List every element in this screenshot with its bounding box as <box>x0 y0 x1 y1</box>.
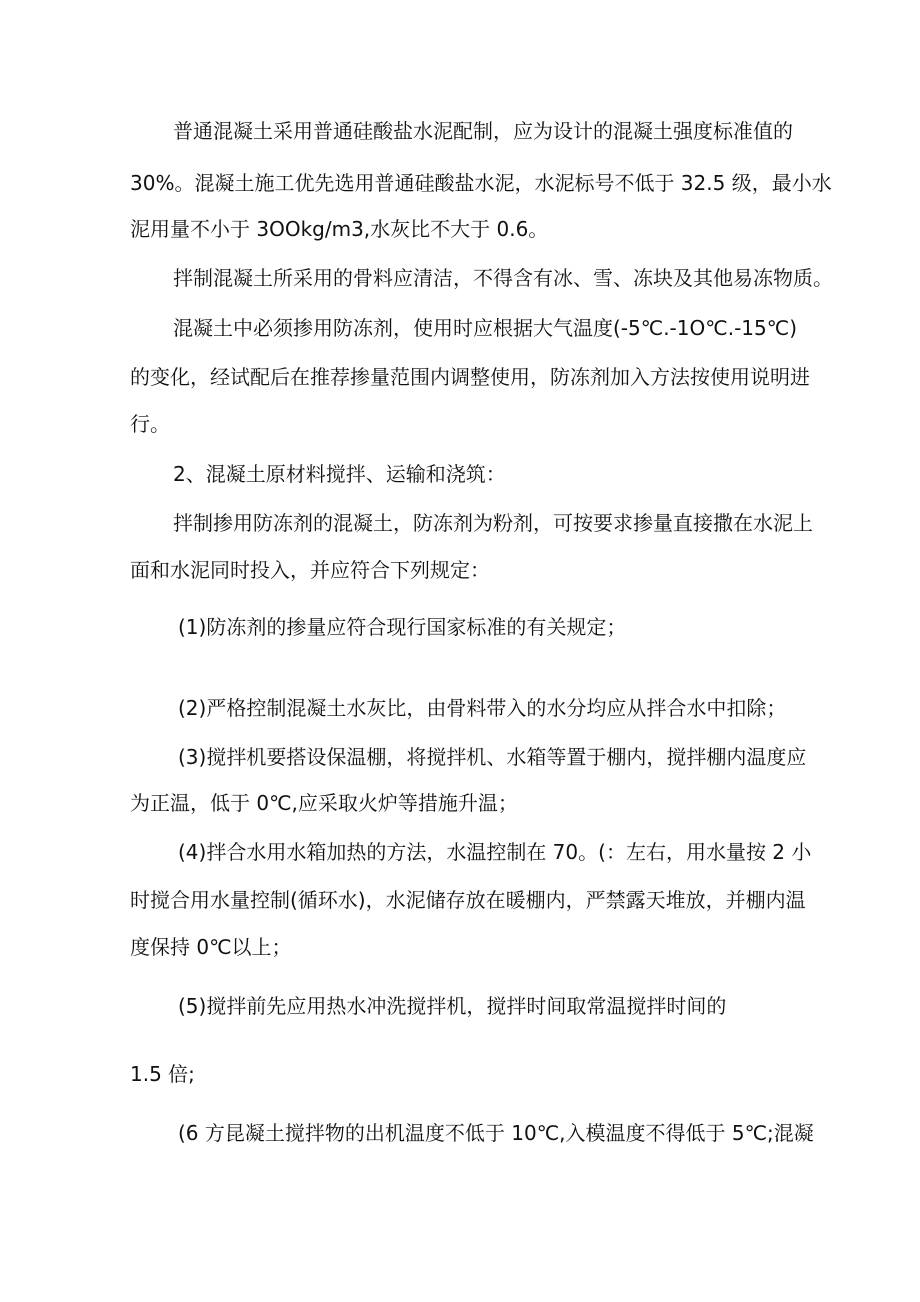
paragraph-line: 行。 <box>130 412 170 436</box>
paragraph-line: 拌制掺用防冻剂的混凝土，防冻剂为粉剂，可按要求掺量直接撒在水泥上 <box>173 511 813 535</box>
paragraph-line: 普通混凝土采用普通硅酸盐水泥配制，应为设计的混凝土强度标准值的 <box>173 119 793 143</box>
paragraph-line: 混凝土中必须掺用防冻剂，使用时应根据大气温度(-5℃.-1O℃.-15℃) <box>173 316 797 340</box>
paragraph-line: 泥用量不小于 3OOkg/m3,水灰比不大于 0.6。 <box>130 217 549 241</box>
list-item-continuation: 为正温，低于 0℃,应采取火炉等措施升温； <box>130 791 518 815</box>
list-item: (3)搅拌机要搭设保温棚，将搅拌机、水箱等置于棚内，搅拌棚内温度应 <box>178 745 807 769</box>
list-item: (5)搅拌前先应用热水冲洗搅拌机，搅拌时间取常温搅拌时间的 <box>178 994 727 1018</box>
list-item-continuation: 1.5 倍; <box>130 1062 195 1086</box>
list-item: (2)严格控制混凝土水灰比，由骨料带入的水分均应从拌合水中扣除； <box>178 696 787 720</box>
section-heading: 2、混凝土原材料搅拌、运输和浇筑： <box>173 462 506 486</box>
list-item: (4)拌合水用水箱加热的方法，水温控制在 70。(：左右，用水量按 2 小 <box>178 840 812 864</box>
list-item: (1)防冻剂的掺量应符合现行国家标准的有关规定； <box>178 615 627 639</box>
paragraph-line: 30%。混凝土施工优先选用普通硅酸盐水泥，水泥标号不低于 32.5 级，最小水 <box>130 171 832 195</box>
list-item-continuation: 时搅合用水量控制(循环水)，水泥储存放在暖棚内，严禁露天堆放，并棚内温 <box>130 888 806 912</box>
list-item: (6 方昆凝土搅拌物的出机温度不低于 10℃,入模温度不得低于 5℃;混凝 <box>178 1121 814 1145</box>
paragraph-line: 面和水泥同时投入，并应符合下列规定： <box>130 558 490 582</box>
paragraph-line: 拌制混凝土所采用的骨料应清洁，不得含有冰、雪、冻块及其他易冻物质。 <box>173 266 833 290</box>
paragraph-line: 的变化，经试配后在推荐掺量范围内调整使用，防冻剂加入方法按使用说明进 <box>130 365 810 389</box>
list-item-continuation: 度保持 0℃以上； <box>130 935 292 959</box>
